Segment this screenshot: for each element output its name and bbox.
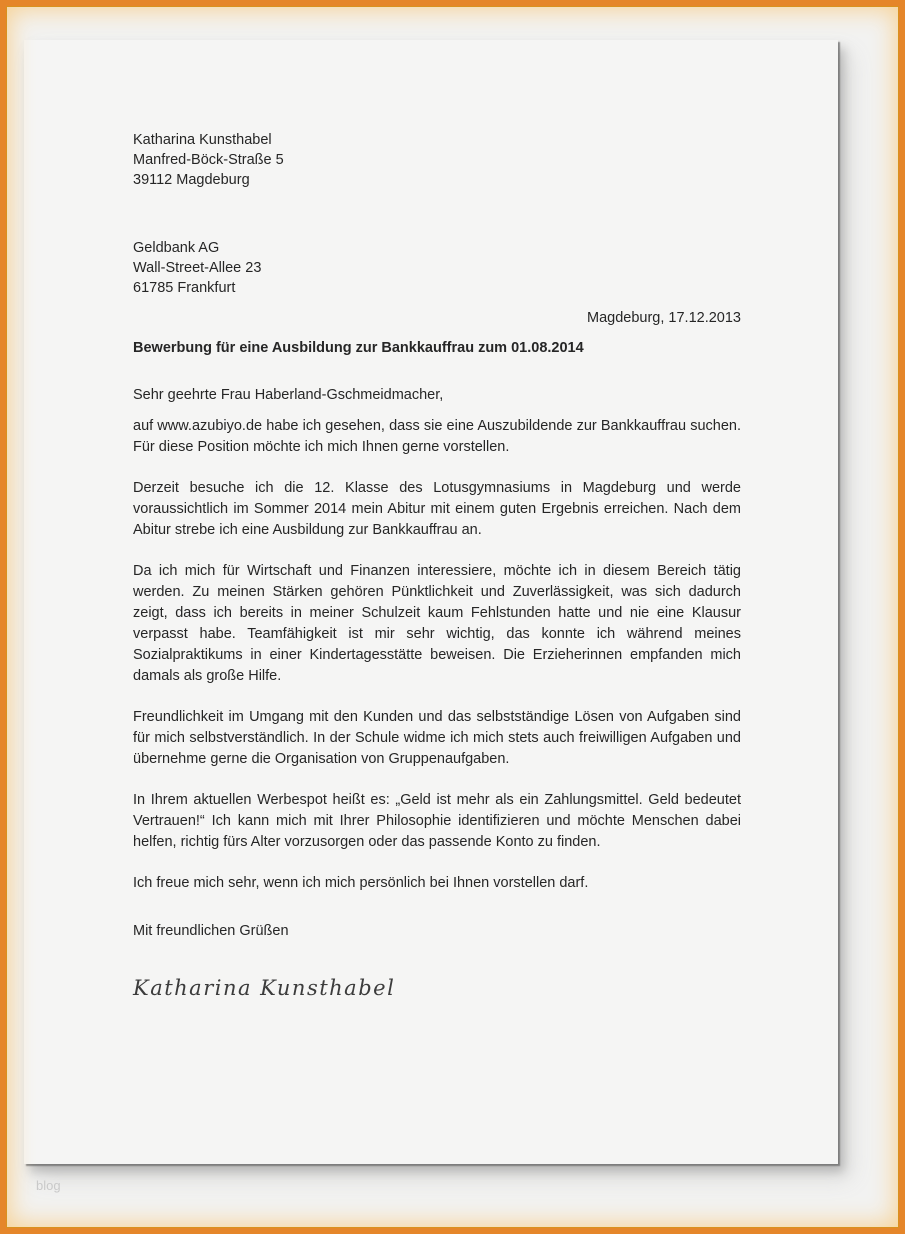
- body-paragraphs: [133, 416, 741, 853]
- letter-content: [133, 130, 741, 999]
- sender-address: [133, 130, 741, 190]
- salutation: Sehr geehrte Frau Haberland-Gschmeidmacher,: [133, 387, 444, 403]
- place-and-date: Magdeburg, 17.12.2013: [587, 310, 741, 326]
- subject-line: Bewerbung für eine Ausbildung zur Bankkauffrau zum 01.08.2014: [133, 340, 584, 356]
- letter-paragraph: Freundlichkeit im Umgang mit den Kunden und das selbstständige Lösen von Aufgaben sind für mich selbstverständlich. In der Schule widme ich mich stets auch freiwilligen Aufgaben und übernehme gerne die Organisation von Gruppenaufgaben.: [133, 709, 741, 767]
- sender-name: Katharina Kunsthabel: [133, 132, 272, 148]
- recipient-city: 61785 Frankfurt: [133, 280, 236, 296]
- watermark-blog: blog: [36, 1178, 61, 1193]
- letter-paragraph: Da ich mich für Wirtschaft und Finanzen interessiere, möchte ich in diesem Bereich tätig werden. Zu meinen Stärken gehören Pünktlichkeit und Zuverlässigkeit, was sich dadurch zeigt, dass ich bereits in meiner Schulzeit kaum Fehlstunden hatte und nie eine Klausur verpasst habe. Teamfähigkeit ist mir sehr wichtig, das konnte ich während meines Sozialpraktikums in einer Kindertagesstätte beweisen. Die Erzieherinnen empfanden mich damals als große Hilfe.: [133, 563, 741, 684]
- recipient-address: [133, 238, 741, 298]
- recipient-company: Geldbank AG: [133, 240, 220, 256]
- handwritten-signature: Katharina Kunsthabel: [133, 976, 396, 1000]
- letter-paragraph: auf www.azubiyo.de habe ich gesehen, dass sie eine Auszubildende zur Bankkauffrau suchen. Für diese Position möchte ich mich Ihnen gerne vorstellen.: [133, 418, 741, 455]
- letter-paragraph: In Ihrem aktuellen Werbespot heißt es: „Geld ist mehr als ein Zahlungsmittel. Geld bedeutet Vertrauen!“ Ich kann mich mit Ihrer Philosophie identifizieren und möchte Menschen dabei helfen, richtig fürs Alter vorzusorgen oder das passende Konto zu finden.: [133, 792, 741, 850]
- recipient-street: Wall-Street-Allee 23: [133, 260, 262, 276]
- letter-paragraph: Derzeit besuche ich die 12. Klasse des Lotusgymnasiums in Magdeburg und werde voraussichtlich im Sommer 2014 mein Abitur mit einem guten Ergebnis erreichen. Nach dem Abitur strebe ich eine Ausbildung zur Bankkauffrau an.: [133, 480, 741, 538]
- closing-line: Ich freue mich sehr, wenn ich mich persönlich bei Ihnen vorstellen darf.: [133, 875, 589, 891]
- sender-city: 39112 Magdeburg: [133, 172, 250, 188]
- letter-page: [24, 40, 838, 1164]
- greeting: Mit freundlichen Grüßen: [133, 923, 289, 939]
- sender-street: Manfred-Böck-Straße 5: [133, 152, 284, 168]
